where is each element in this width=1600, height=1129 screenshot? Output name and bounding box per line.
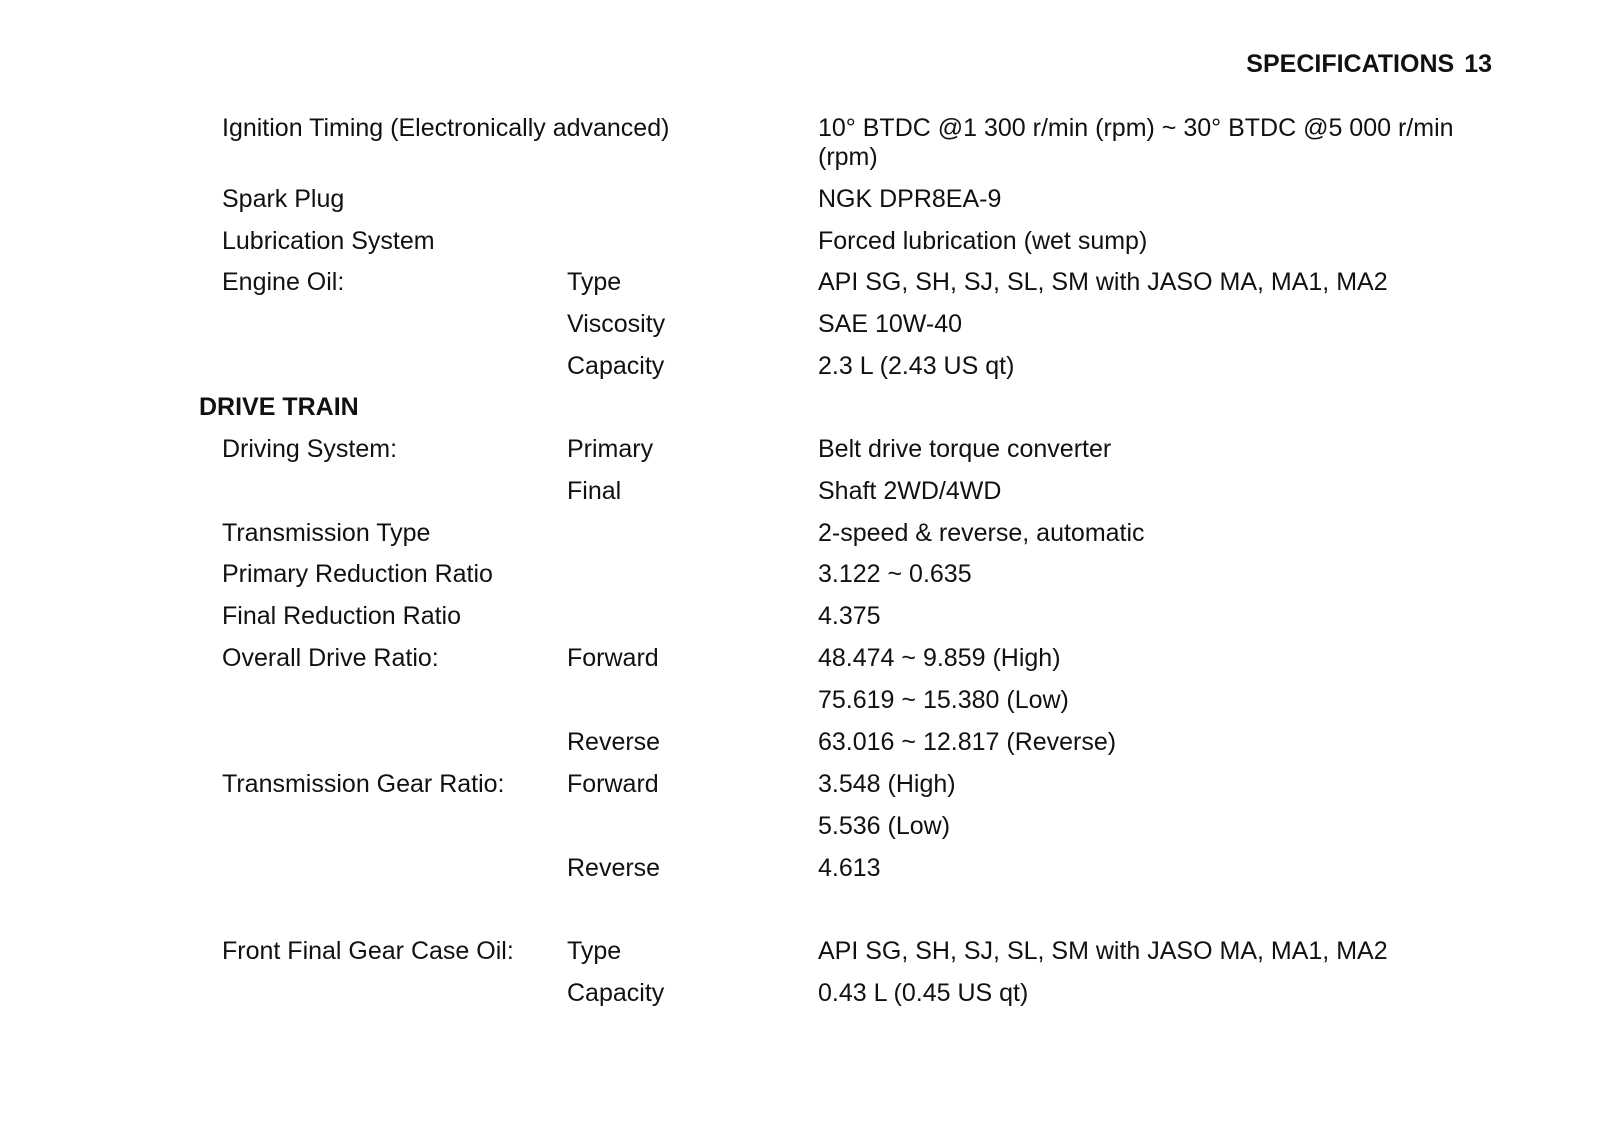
spec-label: Engine Oil: — [222, 268, 345, 296]
spec-sublabel: Type — [567, 937, 622, 965]
spec-label: Final Reduction Ratio — [222, 602, 462, 630]
spec-label: Driving System: — [222, 435, 398, 463]
spec-value: Belt drive torque converter — [818, 435, 1112, 463]
spec-label: Transmission Gear Ratio: — [222, 770, 505, 798]
page-header — [1222, 50, 1492, 79]
section-heading-drive-train: DRIVE TRAIN — [199, 393, 359, 421]
spec-label: Primary Reduction Ratio — [222, 560, 493, 588]
spec-sublabel: Final — [567, 477, 622, 505]
spec-value: 2-speed & reverse, automatic — [818, 519, 1145, 547]
spec-value: 0.43 L (0.45 US qt) — [818, 979, 1029, 1007]
spec-sublabel: Capacity — [567, 979, 665, 1007]
spec-value: 63.016 ~ 12.817 (Reverse) — [818, 728, 1117, 756]
spec-value: 3.122 ~ 0.635 — [818, 560, 972, 588]
spec-value: Forced lubrication (wet sump) — [818, 227, 1148, 255]
spec-sublabel: Reverse — [567, 854, 661, 882]
spec-value: 5.536 (Low) — [818, 812, 951, 840]
spec-label: Overall Drive Ratio: — [222, 644, 439, 672]
spec-value: 4.375 — [818, 602, 881, 630]
page-title: SPECIFICATIONS — [1246, 50, 1455, 78]
spec-sublabel: Type — [567, 268, 622, 296]
spec-label: Spark Plug — [222, 185, 345, 213]
spec-value: 75.619 ~ 15.380 (Low) — [818, 686, 1069, 714]
spec-value: API SG, SH, SJ, SL, SM with JASO MA, MA1, MA2 — [818, 268, 1388, 296]
page-number: 13 — [1464, 50, 1492, 78]
spec-value: Shaft 2WD/4WD — [818, 477, 1002, 505]
spec-value: API SG, SH, SJ, SL, SM with JASO MA, MA1, MA2 — [818, 937, 1388, 965]
spec-sublabel: Forward — [567, 770, 659, 798]
spec-value: SAE 10W-40 — [818, 310, 963, 338]
spec-value: 4.613 — [818, 854, 881, 882]
spec-label: Transmission Type — [222, 519, 431, 547]
spec-sublabel: Viscosity — [567, 310, 666, 338]
spec-sublabel: Reverse — [567, 728, 661, 756]
spec-value: 10° BTDC @1 300 r/min (rpm) ~ 30° BTDC @5 000 r/min (rpm) — [818, 114, 1454, 171]
spec-sublabel: Forward — [567, 644, 659, 672]
spec-sublabel: Primary — [567, 435, 654, 463]
spec-label: Lubrication System — [222, 227, 435, 255]
spec-value: 2.3 L (2.43 US qt) — [818, 352, 1015, 380]
spec-sublabel: Capacity — [567, 352, 665, 380]
spec-value: NGK DPR8EA-9 — [818, 185, 1002, 213]
spec-value: 3.548 (High) — [818, 770, 956, 798]
spec-label: Front Final Gear Case Oil: — [222, 937, 514, 965]
spec-label: Ignition Timing (Electronically advanced) — [222, 114, 670, 142]
spec-value: 48.474 ~ 9.859 (High) — [818, 644, 1061, 672]
